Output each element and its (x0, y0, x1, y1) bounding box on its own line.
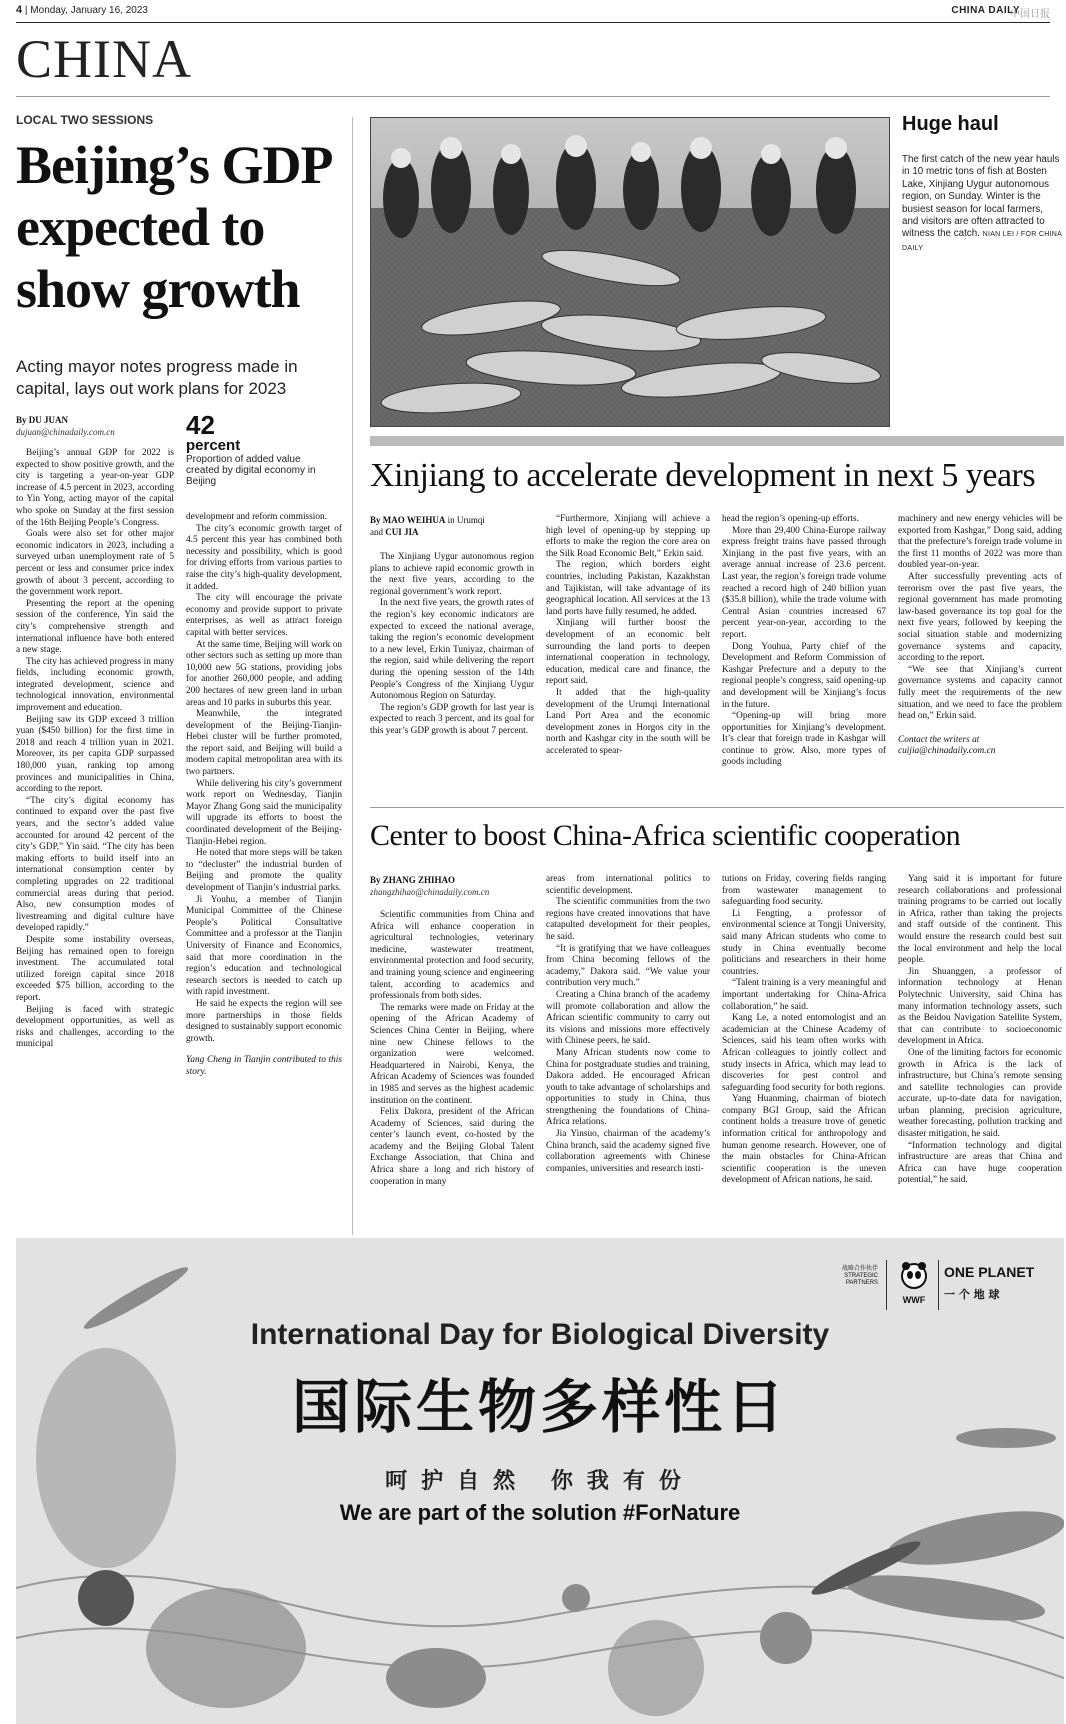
photo-title: Huge haul (902, 113, 999, 135)
paragraph: Beijing saw its GDP exceed 3 trillion yuan ($450 billion) for the first time in 2018 and reach 4 trillion yuan in 2021. Moreover, its per capita GDP surpassed 180,000 yuan, ranking top among provinces and municipalities in China, according to the report. (16, 714, 174, 795)
strategic-partners-label (826, 1266, 878, 1287)
africa-column-3 (722, 874, 886, 1232)
page-number: 4 (16, 4, 23, 16)
page-header (16, 4, 1050, 23)
africa-column-4 (898, 874, 1062, 1232)
africa-headline: Center to boost China-Africa scientific cooperation (370, 819, 961, 852)
fishing-photo-illustration (371, 118, 889, 426)
xinjiang-byline (370, 514, 530, 538)
byline-prefix: By (370, 875, 381, 885)
panda-icon (899, 1260, 929, 1290)
paragraph: Yang said it is important for future research collaborations and professional training programs to be carried out locally in Africa, rather than taking the projects and staff outside of the continent. This would ensure the research could best suit the local environment and help the local people. (898, 874, 1062, 966)
xinjiang-column-4 (898, 514, 1062, 800)
paragraph: The city’s economic growth target of 4.5 percent this year has combined both necessity and possibility, which is good for driving efforts from various parties to raise the city’s high-quality development, it added. (186, 523, 342, 592)
paragraph: tutions on Friday, covering fields ranging from wastewater management to safeguarding food security. (722, 874, 886, 908)
one-planet-text: ONE PLANET (944, 1264, 1035, 1280)
story-separator-band (370, 436, 1064, 446)
ad-slogan-chinese: 呵护自然 你我有份 (385, 1469, 695, 1494)
africa-column-1 (370, 910, 534, 1232)
paragraph: Yang Huanming, chairman of biotech company BGI Group, said the African continent holds a treasure trove of genetic information critical for anthropology and human genome research. However, one of the main obstacles for China-African scientific cooperation is the uneven development of African nations, he said. (722, 1094, 886, 1186)
paragraph: It added that the high-quality development of the Urumqi International Land Port Area and the economic development zones in Horgos city in the north and Kashgar city in the south will be accelerated to spear- (546, 687, 710, 756)
wwf-text: WWF (902, 1295, 926, 1305)
byline-author: ZHANG ZHIHAO (382, 875, 456, 885)
masthead-name: CHINA DAILY (951, 5, 1020, 16)
masthead-name-cn: 中国日报 (1010, 9, 1050, 20)
byline-location: in Urumqi (447, 515, 485, 525)
header-separator: | (24, 5, 31, 16)
xinjiang-headline: Xinjiang to accelerate development in next 5 years (370, 457, 1036, 494)
contact-email: cuijia@chinadaily.com.cn (898, 746, 996, 757)
stat-description: Proportion of added value created by digital economy in Beijing (186, 454, 316, 487)
paragraph: The Xinjiang Uygur autonomous region plans to achieve rapid economic growth in the next five years, according to the regional government’s work report. (370, 552, 534, 597)
paragraph: In the next five years, the growth rates of the region’s key economic indicators are expected to exceed the national average, taking the region’s economic development to a new level, Erkin Tuniyaz, chairman of the region, said while delivering the report during the opening session of the 14th People’s Congress of the Xinjiang Uygur Autonomous Region on Saturday. (370, 598, 534, 702)
lead-headline: Beijing’s GDP expected to show growth (16, 135, 330, 319)
story-divider (370, 807, 1064, 808)
paragraph: The city has achieved progress in many fields, including economic growth, integrated development, science and technological innovation, environmental improvement and education. (16, 656, 174, 714)
paragraph: At the same time, Beijing will work on other sectors such as setting up more than 10,000 new 5G stations, providing jobs for another 260,000 people, and adding 200 hectares of new green land in urban areas and 10 parks in suburbs this year. (186, 639, 342, 708)
paragraph: “It is gratifying that we have colleagues from China becoming fellows of the academy,” Dakora said. “We value your contribution very much.” (546, 943, 710, 989)
paragraph: Goals were also set for other major economic indicators in 2023, including a surveyed urban unemployment rate of 5 percent or less and consumer price index growth of about 3 percent, according to the government work report. (16, 529, 174, 598)
paragraph: One of the limiting factors for economic growth in Africa is the lack of infrastructure, but China’s remote sensing and satellite technologies can provide accurate, up-to-date data for navigation, urban planning, precision agriculture, weather forecasting, pollution tracking and disaster mitigation, he said. (898, 1047, 1062, 1140)
paragraph: The remarks were made on Friday at the opening of the African Academy of Sciences China Center in Beijing, where nine new Chinese fellows to the organization were welcomed. Headquartered in Nairobi, Kenya, the African Academy of Sciences was founded in 1985 and serves as the highest academic institution on the continent. (370, 1002, 534, 1106)
biodiversity-advertisement (16, 1238, 1064, 1724)
column-divider (352, 117, 353, 1235)
stat-number: 42 (186, 410, 215, 440)
africa-column-2 (546, 874, 710, 1232)
lead-byline (16, 414, 176, 438)
paragraph: Felix Dakora, president of the African Academy of Sciences, said during the center’s launch event, co-hosted by the academy and the Beijing Global Talent Exchange Association, that China and Africa share a long and rich history of cooperation in many (370, 1107, 534, 1187)
paragraph: Scientific communities from China and Africa will enhance cooperation in agricultural technologies, veterinary medicine, wastewater treatment, environmental protection and food security, and training young science and engineering talent, according to academics and professionals from both sides. (370, 910, 534, 1002)
xinjiang-column-1 (370, 552, 534, 800)
paragraph: Li Fengting, a professor of environmental science at Tongji University, said many African students who come to study in China eventually become politicians and researchers in their home countries. (722, 908, 886, 977)
stat-callout (186, 412, 326, 487)
xinjiang-column-3 (722, 514, 886, 800)
ad-slogan-english: We are part of the solution #ForNature (339, 1500, 741, 1525)
ad-title-english: International Day for Biological Diversity (250, 1318, 830, 1351)
paragraph: Many African students now come to China for postgraduate studies and training, Dakora added. He encouraged African youth to take advantage of scholarships and opportunities to study in China, thus strengthening the foundations of China-Africa relations. (546, 1047, 710, 1128)
paragraph: Kang Le, a noted entomologist and an academician at the Chinese Academy of Sciences, said his team often works with African colleagues to jointly collect and study insects in Africa, which may lead to discoveries for pest control and safeguarding food security for both regions. (722, 1013, 886, 1093)
lead-column-1 (16, 448, 174, 1238)
caption-text: The first catch of the new year hauls in 10 metric tons of fish at Bosten Lake, Xinjiang Uygur autonomous region, on Sunday. Winter is the busiest season for local farmers, and visitors are often attracted to witness the catch. (902, 154, 1060, 240)
byline-prefix: By (370, 515, 381, 525)
paragraph: The city will encourage the private economy and provide support to private enterprises, as well as attract foreign capital with better services. (186, 593, 342, 638)
photo-credit: NIAN LEI / FOR CHINA DAILY (902, 231, 1062, 252)
paragraph: The region, which borders eight countries, including Pakistan, Kazakhstan and Tajikistan, will take advantage of its geographical location. All services at the 13 land ports have fully resumed, he added. (546, 560, 710, 617)
lead-deck: Acting mayor notes progress made in capital, lays out work plans for 2023 (16, 357, 298, 398)
byline-author: MAO WEIHUA (382, 515, 446, 525)
paragraph: Jia Yinsuo, chairman of the academy’s China branch, said the academy signed five collaboration agreements with Chinese companies, universities and research insti- (546, 1129, 710, 1174)
page-date: Monday, January 16, 2023 (30, 5, 148, 16)
paragraph: Jin Shuanggen, a professor of information technology at Henan Polytechnic University, said China has many information technology assets, such as the Beidou Navigation Satellite System, that can contribute to socioeconomic development in Africa. (898, 966, 1062, 1047)
one-planet-logo (944, 1264, 1044, 1302)
byline-author: DU JUAN (28, 415, 69, 425)
paragraph: Xinjiang will further boost the development of an economic belt surrounding the land ports to deepen international cooperation in technology, education, medical care and finance, the report said. (546, 618, 710, 687)
paragraph: Despite some instability overseas, Beijing has remained open to foreign investment. The accumulated total utilized foreign capital since 2018 exceeded $75 billion, according to the report. (16, 934, 174, 1003)
byline-author: CUI JIA (385, 527, 419, 537)
byline-prefix: By (16, 415, 27, 425)
paragraph: development and reform commission. (186, 512, 327, 522)
news-photo (370, 117, 890, 427)
paragraph: head the region’s opening-up efforts. (722, 514, 859, 524)
story-kicker: LOCAL TWO SESSIONS (16, 113, 154, 127)
paragraph: Ji Youhu, a member of Tianjin Municipal Committee of the Chinese People’s Political Consultative Committee and a professor at the Tianjin University of Finance and Economics, said that more coordination in the region’s education and technological research sectors is needed to catch up with rapid investment. (186, 894, 342, 998)
paragraph: While delivering his city’s government work report on Wednesday, Tianjin Mayor Zhang Gong said the municipality will upgrade its efforts to boost the coordinated development of the Beijing-Tianjin-Hebei region. (186, 778, 342, 847)
partners-en-1: STRATEGIC (844, 1273, 878, 1279)
stat-unit: percent (186, 437, 241, 454)
contact-line: Contact the writers at (898, 734, 980, 745)
byline-email: zhangzhihao@chinadaily.com.cn (370, 887, 490, 897)
wwf-logo (894, 1260, 934, 1305)
paragraph: “The city’s digital economy has continued to expand over the past five years, and the sector’s added value accounted for around 42 percent of the city’s GDP,” Yin said. “The city has been making efforts to build itself into an international consumption center by completing upgrades on 22 traditional commercial areas during that period. Also, new consumption modes of livestreaming and digital culture have developed rapidly.” (16, 795, 174, 934)
ad-title-chinese: 国际生物多样性日 (291, 1373, 788, 1441)
paragraph: He said he expects the region will see more partnerships in those fields designed to sustainably support economic growth. (186, 998, 342, 1044)
paragraph: areas from international politics to scientific development. (546, 874, 710, 896)
byline-and: and (370, 527, 383, 537)
ad-partner-logos (826, 1256, 1046, 1314)
paragraph: More than 29,400 China-Europe railway express freight trains have passed through Xinjiang in the past five years, with an average annual increase of 23.6 percent. Last year, the region’s foreign trade volume reached a record high of 240 billion yuan ($35.8 billion), while the trade volume with Central Asian countries increased 67 percent year-on-year, according to the report. (722, 525, 886, 640)
paragraph: “Talent training is a very meaningful and important undertaking for China-Africa collaboration,” he said. (722, 978, 886, 1012)
paragraph: Presenting the report at the opening session of the conference, Yin said the city’s comprehensive strength and international influence have both entered a new stage. (16, 598, 174, 656)
paragraph: Beijing’s annual GDP for 2022 is expected to show positive growth, and the city is targeting a year-on-year GDP increase of 4.5 percent in 2023, according to Yin Yong, acting mayor of the capital who spoke on Sunday at the first session of the 16th Beijing People’s Congress. (16, 448, 174, 528)
paragraph: “Furthermore, Xinjiang will achieve a high level of opening-up by stepping up efforts to make the region the core area on the Silk Road Economic Belt,” Erkin said. (546, 514, 710, 559)
photo-caption (902, 154, 1062, 255)
paragraph: He noted that more steps will be taken to “decluster” the industrial burden of Beijing and promote the quality development of Tianjin’s industrial parks. (186, 848, 342, 893)
contributor-note: Yang Cheng in Tianjin contributed to this story. (186, 1055, 342, 1077)
paragraph: Beijing is faced with strategic development opportunities, as well as risks and challenges, according to the municipal (16, 1004, 174, 1050)
logo-divider (938, 1260, 939, 1310)
logo-divider (886, 1260, 887, 1310)
xinjiang-column-2 (546, 514, 710, 800)
one-planet-cn: 一 个 地 球 (944, 1288, 1000, 1301)
paragraph: After successfully preventing acts of terrorism over the past five years, the regional government has made promoting law-based governance its top goal for the next five years, followed by keeping the social situation stable and modernizing governance systems and capacity, according to the report. (898, 571, 1062, 664)
section-title: CHINA (16, 29, 192, 89)
byline-email: dujuan@chinadaily.com.cn (16, 427, 115, 437)
africa-byline (370, 874, 534, 898)
paragraph: The region’s GDP growth for last year is expected to reach 3 percent, and its goal for this year’s GDP growth is about 7 percent. (370, 702, 534, 736)
section-rule (16, 96, 1050, 97)
paragraph: Creating a China branch of the academy will promote collaboration and allow the African scientific community to carry out its visions and missions more effectively with Chinese peers, he said. (546, 989, 710, 1047)
paragraph: machinery and new energy vehicles will be exported from Kashgar,” Dong said, adding that the prefecture’s foreign trade volume in the first 11 months of 2022 was more than doubled year-on-year. (898, 514, 1062, 571)
paragraph: Dong Youhua, Party chief of the Development and Reform Commission of Kashgar Prefecture and a deputy to the regional people’s congress, said opening-up and development will be Xinjiang’s focus in the future. (722, 641, 886, 710)
partners-en-2: PARTNERS (845, 1280, 878, 1286)
partners-cn: 战略合作伙伴 (841, 1266, 878, 1272)
paragraph: “Opening-up will bring more opportunities for Xinjiang’s development. It’s clear that foreign trade in Kashgar will continue to grow. Also, more types of goods including (722, 711, 886, 768)
paragraph: Meanwhile, the integrated development of the Beijing-Tianjin-Hebei cluster will be further promoted, the report said, and Beijing will build a modern capital metropolitan area with its two partners. (186, 709, 342, 778)
paragraph: The scientific communities from the two regions have created innovations that have catapulted development for their peoples, he said. (546, 897, 710, 942)
lead-column-2 (186, 512, 342, 1238)
paragraph: “We see that Xinjiang’s current governance systems and capacity cannot fully meet the requirements of the new situation, and we need to face the problem head on,” Erkin said. (898, 664, 1062, 722)
paragraph: “Information technology and digital infrastructure are areas that China and Africa can have huge cooperation potential,” he said. (898, 1140, 1062, 1186)
